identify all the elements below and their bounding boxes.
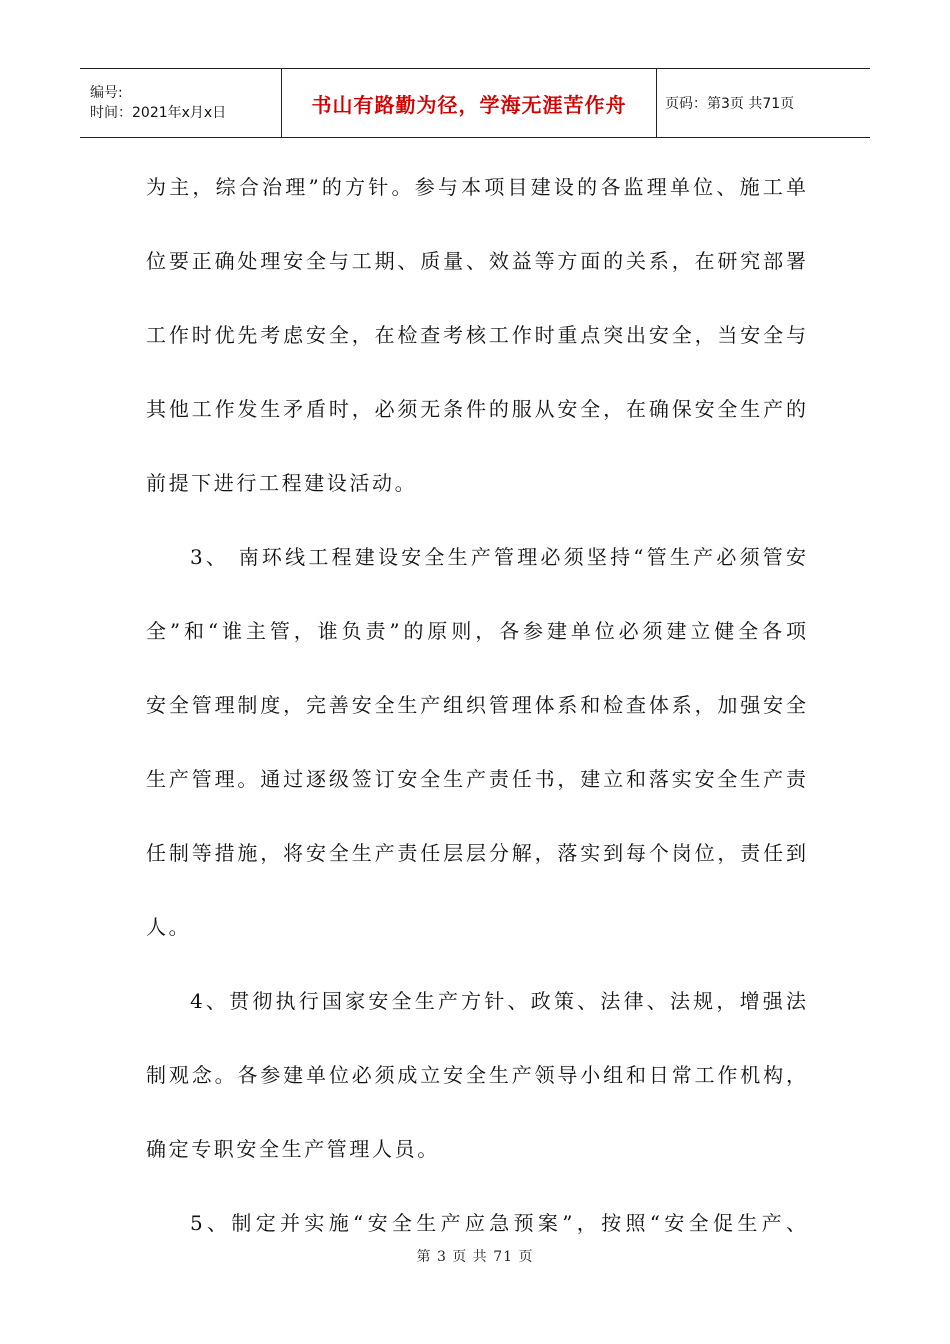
header-page-info	[657, 69, 870, 137]
document-body	[146, 158, 806, 1268]
text-line: 其他工作发生矛盾时，必须无条件的服从安全，在确保安全生产的	[146, 397, 806, 421]
text-line: 工作时优先考虑安全，在检查考核工作时重点突出安全，当安全与	[146, 323, 806, 347]
text-line: 全”和“谁主管，谁负责”的原则，各参建单位必须建立健全各项	[146, 619, 806, 643]
time-label: 时间：2021年x月x日	[90, 105, 227, 121]
text-line: 为主，综合治理”的方针。参与本项目建设的各监理单位、施工单	[146, 175, 806, 199]
text-line: 3、 南环线工程建设安全生产管理必须坚持“管生产必须管安	[190, 545, 806, 569]
page-footer: 第 3 页 共 71 页	[416, 1249, 534, 1265]
header-meta	[80, 69, 282, 137]
text-line: 安全管理制度，完善安全生产组织管理体系和检查体系，加强安全	[146, 693, 806, 717]
page-label: 页码：第3页 共71页	[665, 96, 795, 112]
text-line: 确定专职安全生产管理人员。	[146, 1137, 440, 1161]
text-line: 任制等措施，将安全生产责任层层分解，落实到每个岗位，责任到	[146, 841, 806, 865]
text-line: 人。	[146, 915, 192, 939]
text-line: 制观念。各参建单位必须成立安全生产领导小组和日常工作机构，	[146, 1063, 806, 1087]
text-line: 前提下进行工程建设活动。	[146, 471, 418, 495]
header-motto	[282, 69, 657, 137]
document-header	[80, 68, 870, 138]
text-line: 4、贯彻执行国家安全生产方针、政策、法律、法规，增强法	[190, 989, 806, 1013]
motto-text: 书山有路勤为径，学海无涯苦作舟	[311, 92, 627, 117]
number-label: 编号:	[90, 85, 123, 101]
text-line: 生产管理。通过逐级签订安全生产责任书，建立和落实安全生产责	[146, 767, 806, 791]
text-line: 5、制定并实施“安全生产应急预案”，按照“安全促生产、	[190, 1211, 806, 1235]
text-line: 位要正确处理安全与工期、质量、效益等方面的关系，在研究部署	[146, 249, 806, 273]
